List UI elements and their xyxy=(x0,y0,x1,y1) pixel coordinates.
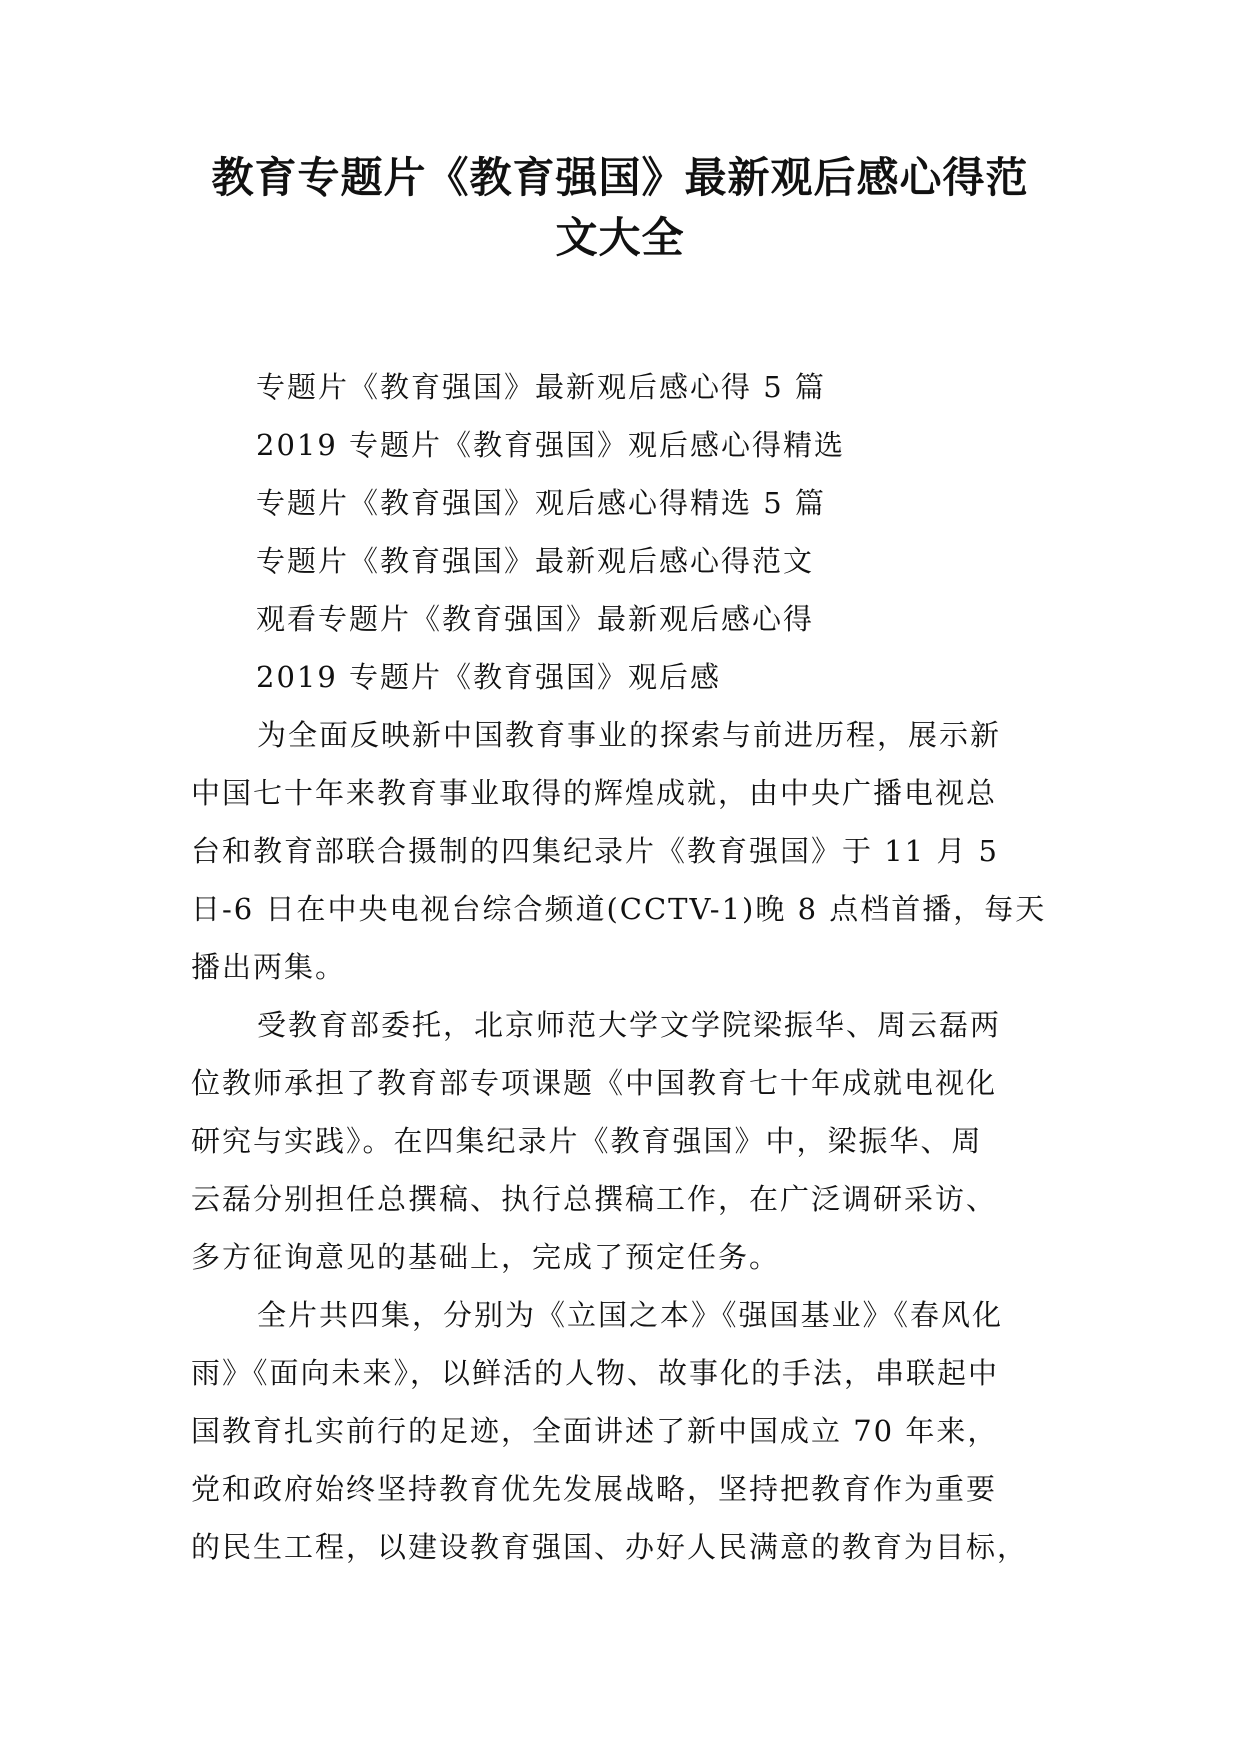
paragraph-line: 云磊分别担任总撰稿、执行总撰稿工作，在广泛调研采访、 xyxy=(191,1182,998,1216)
toc-item: 2019 专题片《教育强国》观后感 xyxy=(256,660,722,694)
document-body xyxy=(191,706,1071,1576)
toc-item: 专题片《教育强国》最新观后感心得范文 xyxy=(256,544,815,578)
document-title xyxy=(150,148,1090,268)
paragraph-line: 播出两集。 xyxy=(191,950,347,984)
paragraph-line: 多方征询意见的基础上，完成了预定任务。 xyxy=(191,1240,781,1274)
paragraph-line: 雨》《面向未来》，以鲜活的人物、故事化的手法，串联起中 xyxy=(191,1356,1000,1390)
title-line: 文大全 xyxy=(555,213,685,262)
paragraph xyxy=(191,996,1071,1286)
title-line: 教育专题片《教育强国》最新观后感心得范 xyxy=(211,153,1029,202)
paragraph xyxy=(191,706,1071,996)
paragraph-line: 全片共四集，分别为《立国之本》《强国基业》《春风化 xyxy=(257,1298,1004,1332)
toc-item: 2019 专题片《教育强国》观后感心得精选 xyxy=(256,428,846,462)
toc-item: 观看专题片《教育强国》最新观后感心得 xyxy=(256,602,815,636)
paragraph-line: 中国七十年来教育事业取得的辉煌成就，由中央广播电视总 xyxy=(191,776,998,810)
paragraph-line: 受教育部委托，北京师范大学文学院梁振华、周云磊两 xyxy=(257,1008,1002,1042)
paragraph-line: 党和政府始终坚持教育优先发展战略，坚持把教育作为重要 xyxy=(191,1472,998,1506)
paragraph-line: 台和教育部联合摄制的四集纪录片《教育强国》于 11 月 5 xyxy=(191,834,1000,868)
paragraph-line: 研究与实践》。在四集纪录片《教育强国》中，梁振华、周 xyxy=(191,1124,983,1158)
paragraph-line: 国教育扎实前行的足迹，全面讲述了新中国成立 70 年来， xyxy=(191,1414,999,1448)
table-of-contents xyxy=(256,358,1056,706)
toc-item: 专题片《教育强国》观后感心得精选 5 篇 xyxy=(256,486,826,520)
paragraph-line: 位教师承担了教育部专项课题《中国教育七十年成就电视化 xyxy=(191,1066,998,1100)
paragraph-line: 的民生工程，以建设教育强国、办好人民满意的教育为目标， xyxy=(191,1530,1029,1564)
paragraph xyxy=(191,1286,1071,1576)
paragraph-line: 为全面反映新中国教育事业的探索与前进历程，展示新 xyxy=(257,718,1002,752)
paragraph-line: 日-6 日在中央电视台综合频道(CCTV-1)晚 8 点档首播，每天 xyxy=(191,892,1047,926)
toc-item: 专题片《教育强国》最新观后感心得 5 篇 xyxy=(256,370,826,404)
